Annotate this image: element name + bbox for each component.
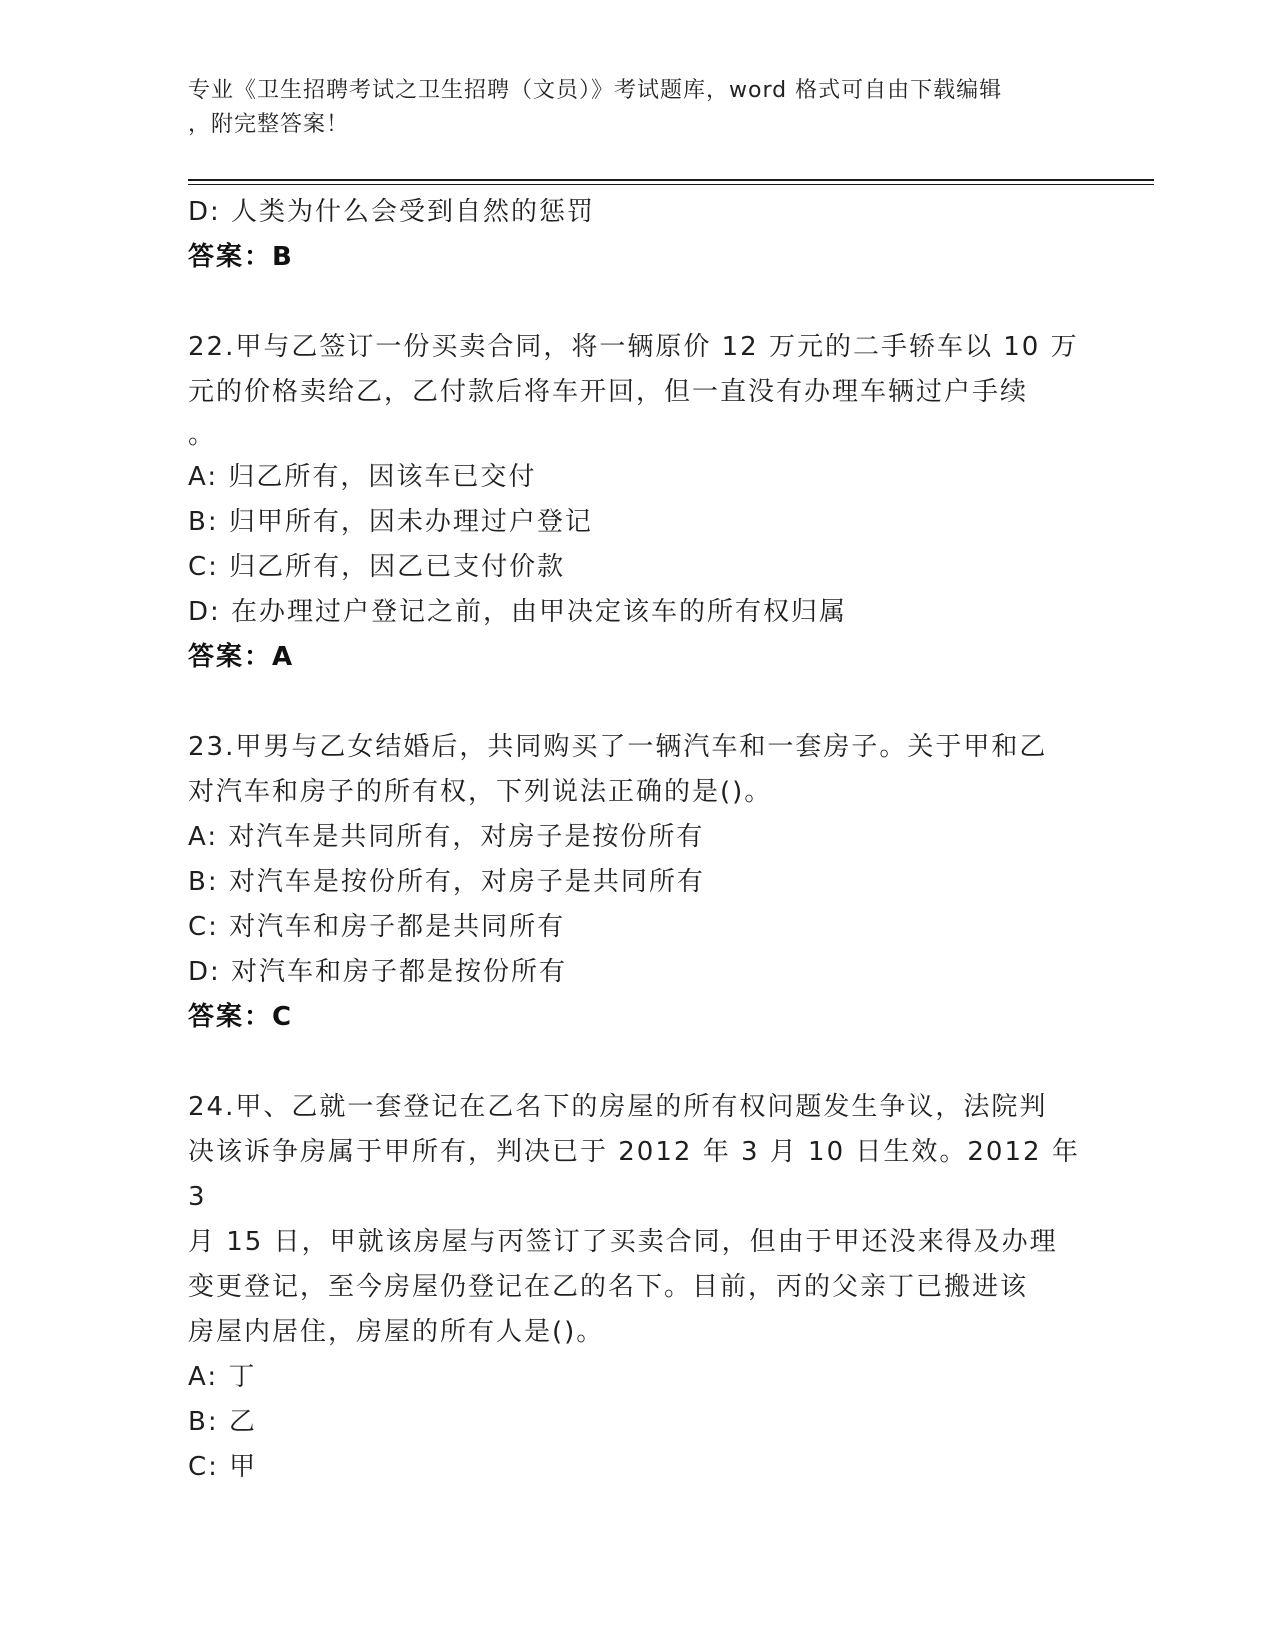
header-line-1: 专业《卫生招聘考试之卫生招聘（文员）》考试题库，word 格式可自由下载编辑 [188,78,1003,103]
question-text-line: 23.甲男与乙女结婚后，共同购买了一辆汽车和一套房子。关于甲和乙 [188,732,1048,762]
option-c: C: 归乙所有，因乙已支付价款 [188,552,566,582]
question-text-line: 元的价格卖给乙，乙付款后将车开回，但一直没有办理车辆过户手续 [188,377,1029,407]
option-b: B: 乙 [188,1407,257,1437]
option-c: C: 甲 [188,1452,258,1482]
option-d: D: 在办理过户登记之前，由甲决定该车的所有权归属 [188,597,848,627]
option-b: B: 对汽车是按份所有，对房子是共同所有 [188,867,705,897]
question-text-line: 决该诉争房属于甲所有，判决已于 2012 年 3 月 10 日生效。2012 年 3 [188,1137,1080,1212]
answer: 答案：C [188,1002,294,1032]
option-d: D: 对汽车和房子都是按份所有 [188,957,568,987]
spacer [188,680,1088,725]
spacer [188,1040,1088,1085]
question-block [188,725,1088,1040]
answer: 答案：A [188,642,295,672]
option-a: A: 对汽车是共同所有，对房子是按份所有 [188,822,705,852]
question-text-line: 变更登记，至今房屋仍登记在乙的名下。目前，丙的父亲丁已搬进该 [188,1272,1029,1302]
option-b: B: 归甲所有，因未办理过户登记 [188,507,593,537]
header-rule-thick [188,179,1154,181]
question-text-line: 22.甲与乙签订一份买卖合同，将一辆原价 12 万元的二手轿车以 10 万 [188,332,1079,362]
option-c: C: 对汽车和房子都是共同所有 [188,912,566,942]
prev-option-d: D: 人类为什么会受到自然的惩罚 [188,197,596,227]
question-block [188,325,1088,680]
header-rule-thin [188,184,1154,185]
spacer [188,280,1088,325]
question-text-line: 月 15 日，甲就该房屋与丙签订了买卖合同，但由于甲还没来得及办理 [188,1227,1058,1257]
question-text-line: 对汽车和房子的所有权，下列说法正确的是()。 [188,777,773,807]
document-header [188,74,1088,142]
question-text-line: 24.甲、乙就一套登记在乙名下的房屋的所有权问题发生争议，法院判 [188,1092,1048,1122]
document-body [188,190,1088,1490]
option-a: A: 丁 [188,1362,257,1392]
prev-answer: 答案：B [188,242,294,272]
question-text-line: 。 [188,420,217,450]
question-block [188,1085,1088,1490]
question-text-line: 房屋内居住，房屋的所有人是()。 [188,1317,605,1347]
header-line-2: ，附完整答案！ [188,112,350,137]
option-a: A: 归乙所有，因该车已交付 [188,462,537,492]
